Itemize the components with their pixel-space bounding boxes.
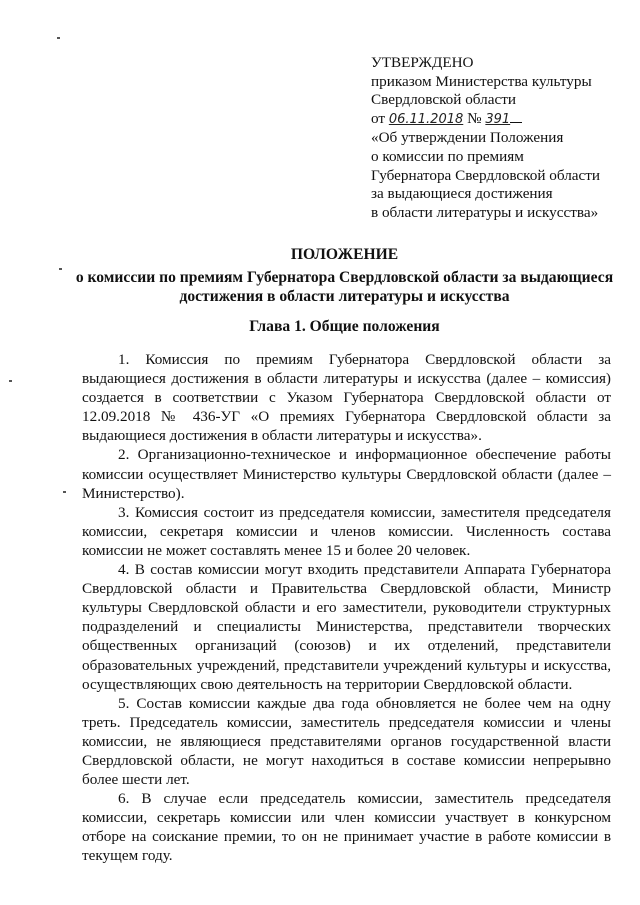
approval-order-title-2: о комиссии по премиям [371, 147, 524, 165]
paragraph-6: 6. В случае если председатель комиссии, заместитель председателя комиссии, секретарь комиссии или член комиссии участвует в конкурсном отборе на соискание премии, то он не принимает участие в работе комиссии в текущем году. [82, 790, 611, 865]
scan-speck [63, 491, 66, 493]
handwritten-date: 06.11.2018 [388, 111, 464, 127]
approval-block [371, 54, 633, 222]
date-prefix: от [371, 109, 386, 127]
approval-order-title-4: за выдающиеся достижения [371, 185, 553, 203]
approval-order-title-3: Губернатора Свердловской области [371, 166, 601, 184]
title-subtitle-line-1: о комиссии по премиям Губернатора Свердловской области за выдающиеся [75, 269, 614, 286]
approval-date-line [371, 110, 633, 130]
scan-speck [9, 380, 12, 382]
paragraph-5: 5. Состав комиссии каждые два года обновляется не более чем на одну треть. Председатель комиссии, заместитель председателя комиссии и члены комиссии, не являющиеся представителями органов государственной власти Свердловской области, не могут находиться в составе комиссии непрерывно более шести лет. [82, 694, 611, 789]
title-heading: ПОЛОЖЕНИЕ [290, 246, 399, 263]
approval-ministry: приказом Министерства культуры [371, 72, 592, 90]
title-subtitle-line-2: достижения в области литературы и искусства [179, 288, 510, 305]
paragraph-4: 4. В состав комиссии могут входить представители Аппарата Губернатора Свердловской области и Правительства Свердловской области, Министр культуры Свердловской области и его заместители, руководители структурных подразделений и специалисты Министерства, представители творческих общественных организаций (союзов) и их отделений, представители образовательных учреждений, представители учреждений культуры и искусства, осуществляющих свою деятельность на территории Свердловской области. [82, 561, 611, 693]
scan-speck [57, 37, 60, 39]
document-body [82, 350, 611, 866]
paragraph-3: 3. Комиссия состоит из председателя комиссии, заместителя председателя комиссии, секретаря комиссии и членов комиссии. Численность состава комиссии не может составлять менее 15 и более 20 человек. [82, 503, 611, 559]
approval-order-title-5: в области литературы и искусства» [371, 203, 599, 221]
paragraph-1: 1. Комиссия по премиям Губернатора Свердловской области за выдающиеся достижения в области литературы и искусства (далее – комиссия) создается в соответствии с Указом Губернатора Свердловской области от 12.09.2018 № 436-УГ «О премиях Губернатора Свердловской области за выдающиеся достижения в области литературы и искусства». [82, 351, 611, 445]
number-underline [510, 110, 522, 123]
handwritten-number: 391 [485, 111, 511, 127]
chapter-heading: Глава 1. Общие положения [249, 318, 440, 335]
approval-region: Свердловской области [371, 91, 516, 109]
document-title [56, 245, 633, 306]
paragraph-2: 2. Организационно-техническое и информационное обеспечение работы комиссии осуществляет Министерство культуры Свердловской области (далее – Министерство). [82, 446, 611, 502]
number-prefix: № [467, 109, 482, 127]
approval-order-title-1: «Об утверждении Положения [371, 129, 564, 147]
approval-heading: УТВЕРЖДЕНО [371, 54, 474, 71]
